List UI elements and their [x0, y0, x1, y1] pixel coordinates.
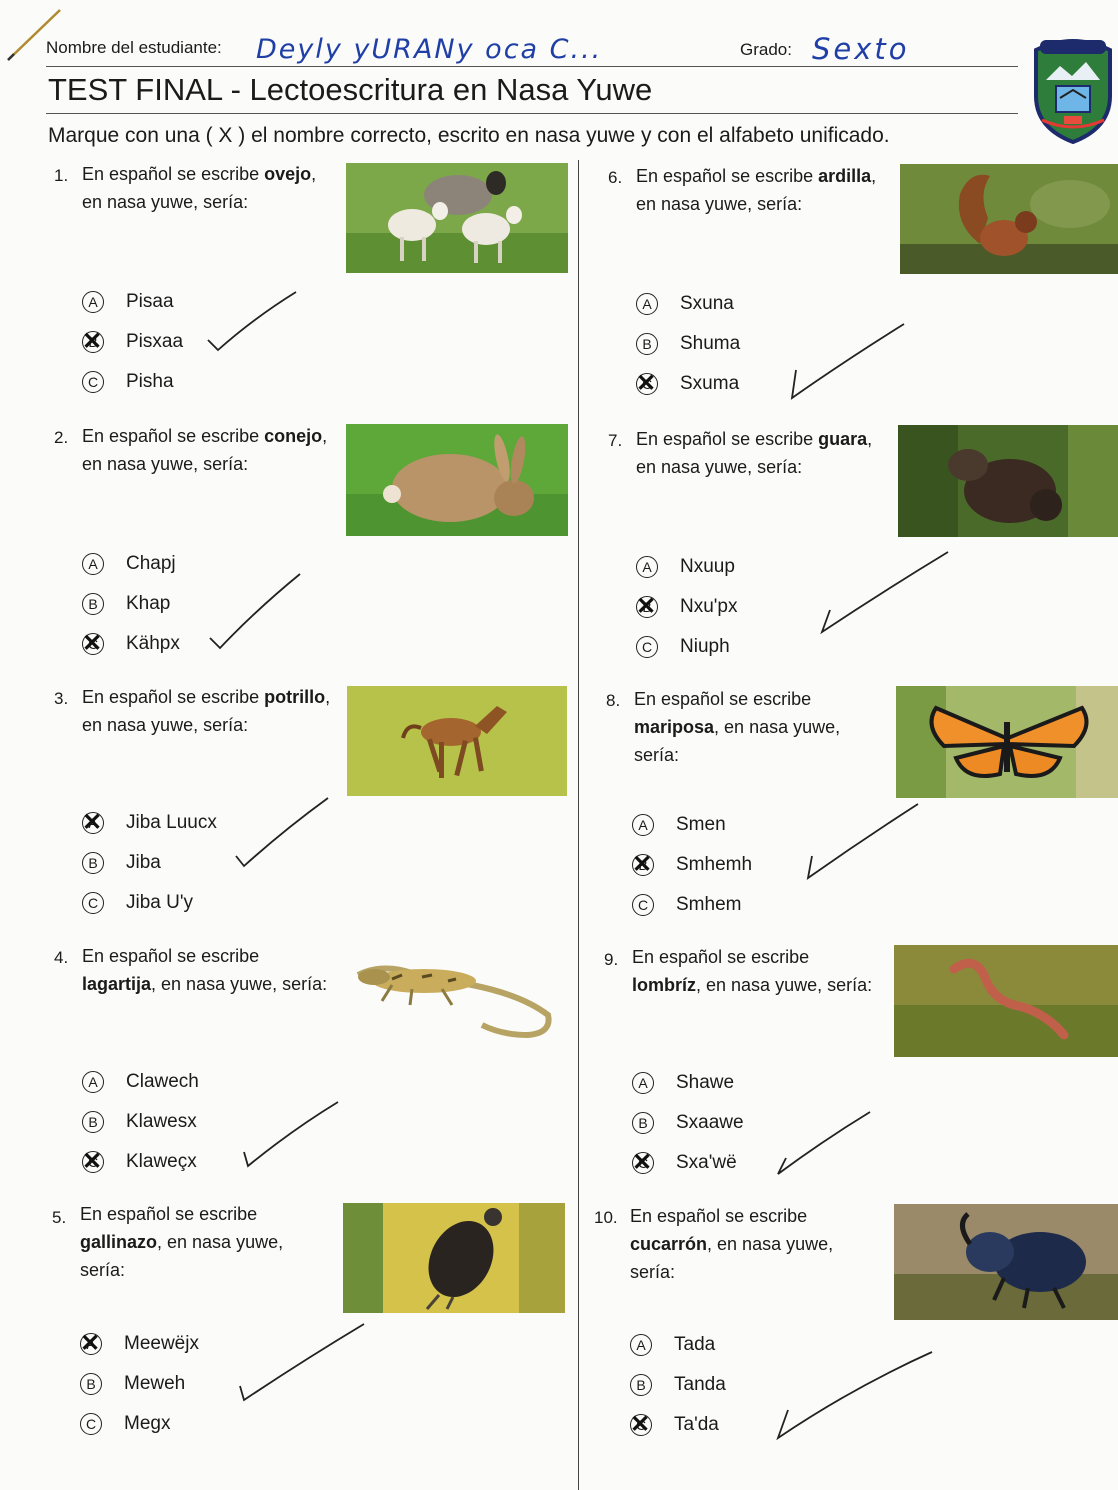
- checkmark-icon: [232, 794, 332, 870]
- question-5-option-a[interactable]: [80, 1330, 199, 1358]
- question-6-option-c[interactable]: [636, 370, 739, 398]
- option-label: Pisaa: [126, 291, 174, 312]
- option-b-bubble[interactable]: B: [82, 852, 104, 874]
- option-a-bubble[interactable]: A: [632, 814, 654, 836]
- option-c-bubble[interactable]: C: [80, 1413, 102, 1435]
- option-a-bubble[interactable]: A: [630, 1334, 652, 1356]
- question-2-option-c[interactable]: [82, 630, 180, 658]
- option-label: Smhem: [676, 894, 742, 915]
- checkmark-icon: [786, 320, 908, 402]
- option-b-bubble[interactable]: B ✕: [82, 331, 104, 353]
- option-c-bubble[interactable]: C: [636, 636, 658, 658]
- rabbit-photo: [346, 424, 568, 536]
- option-label: Shuma: [680, 333, 741, 354]
- question-6-number: 6.: [608, 168, 623, 187]
- option-label: Khap: [126, 593, 171, 614]
- question-6-text: En español se escribe ardilla, en nasa yuwe, sería:: [636, 166, 877, 214]
- option-label: Nxu'px: [680, 596, 738, 617]
- question-1-number: 1.: [54, 166, 69, 185]
- school-shield-logo: [1030, 36, 1116, 144]
- question-10-number: 10.: [594, 1208, 618, 1227]
- question-1-option-c[interactable]: [82, 368, 174, 396]
- option-label: Pisxaa: [126, 331, 184, 352]
- question-10-option-b[interactable]: [630, 1371, 726, 1399]
- worm-photo: [894, 945, 1118, 1057]
- option-c-bubble[interactable]: C ✕: [82, 633, 104, 655]
- option-b-bubble[interactable]: B: [80, 1373, 102, 1395]
- option-label: Shawe: [676, 1072, 735, 1093]
- sheep-photo: [346, 163, 568, 273]
- option-c-bubble[interactable]: C: [632, 894, 654, 916]
- option-a-bubble[interactable]: A: [82, 553, 104, 575]
- option-b-bubble[interactable]: B ✕: [636, 596, 658, 618]
- option-label: Pisha: [126, 371, 174, 392]
- option-label: Meewëjx: [124, 1333, 199, 1354]
- beetle-photo: [894, 1204, 1118, 1320]
- page-title: TEST FINAL - Lectoescritura en Nasa Yuwe: [48, 72, 653, 107]
- option-b-bubble[interactable]: B: [632, 1112, 654, 1134]
- title-underline: [46, 113, 1018, 114]
- question-8-option-b[interactable]: [632, 851, 752, 879]
- question-10-option-c[interactable]: [630, 1411, 719, 1439]
- option-b-bubble[interactable]: B: [630, 1374, 652, 1396]
- question-5-text: En español se escribe gallinazo, en nasa yuwe, sería:: [80, 1204, 284, 1280]
- question-7-number: 7.: [608, 431, 623, 450]
- option-label: Meweh: [124, 1373, 186, 1394]
- option-label: Klaweçx: [126, 1151, 197, 1172]
- butterfly-photo: [896, 686, 1118, 798]
- agouti-photo: [898, 425, 1118, 537]
- option-label: Sxa'wë: [676, 1152, 737, 1173]
- question-10-option-a[interactable]: [630, 1331, 715, 1359]
- question-9-text: En español se escribe lombríz, en nasa yuwe, sería:: [632, 947, 873, 995]
- question-9-option-c[interactable]: [632, 1149, 737, 1177]
- question-1-option-a[interactable]: [82, 288, 174, 316]
- question-4-text: En español se escribe lagartija, en nasa yuwe, sería:: [82, 946, 328, 994]
- question-2-text: En español se escribe conejo, en nasa yuwe, sería:: [82, 426, 328, 474]
- checkmark-icon: [234, 1320, 368, 1406]
- question-4-option-b[interactable]: [82, 1108, 197, 1136]
- student-name-label: Nombre del estudiante:: [46, 38, 222, 57]
- question-9-option-a[interactable]: [632, 1069, 734, 1097]
- checkmark-icon: [206, 570, 304, 652]
- option-label: Ta'da: [674, 1414, 719, 1435]
- checkmark-icon: [774, 1108, 874, 1178]
- question-1-text: En español se escribe ovejo, en nasa yuwe, sería:: [82, 164, 317, 212]
- option-b-bubble[interactable]: B: [82, 593, 104, 615]
- question-2-option-b[interactable]: [82, 590, 170, 618]
- option-c-bubble[interactable]: C ✕: [82, 1151, 104, 1173]
- option-label: Smen: [676, 814, 726, 835]
- question-7-option-a[interactable]: [636, 553, 735, 581]
- option-label: Megx: [124, 1413, 171, 1434]
- checkmark-icon: [204, 288, 300, 354]
- question-2-number: 2.: [54, 428, 69, 447]
- checkmark-icon: [818, 548, 952, 638]
- question-7-text: En español se escribe guara, en nasa yuwe, sería:: [636, 429, 873, 477]
- student-name-field[interactable]: Deyly yURANy oca C...: [256, 34, 603, 65]
- option-label: Sxaawe: [676, 1112, 744, 1133]
- option-label: Kähpx: [126, 633, 180, 654]
- option-label: Jiba U'y: [126, 892, 193, 913]
- option-label: Jiba: [126, 852, 161, 873]
- option-a-bubble[interactable]: A: [82, 1071, 104, 1093]
- grade-label: Grado:: [740, 40, 792, 59]
- question-9-number: 9.: [604, 950, 619, 969]
- option-label: Tanda: [674, 1374, 726, 1395]
- option-a-bubble[interactable]: A ✕: [80, 1333, 102, 1355]
- option-label: Smhemh: [676, 854, 753, 875]
- option-c-bubble[interactable]: C ✕: [630, 1414, 652, 1436]
- question-4-number: 4.: [54, 948, 69, 967]
- option-c-bubble[interactable]: C: [82, 371, 104, 393]
- option-a-bubble[interactable]: A: [636, 556, 658, 578]
- option-a-bubble[interactable]: A: [632, 1072, 654, 1094]
- foal-photo: [347, 686, 567, 796]
- question-3-text: En español se escribe potrillo, en nasa yuwe, sería:: [82, 687, 331, 735]
- checkmark-icon: [772, 1348, 936, 1444]
- question-8-option-c[interactable]: [632, 891, 741, 919]
- question-5-option-c[interactable]: [80, 1410, 170, 1438]
- option-label: Chapj: [126, 553, 176, 574]
- option-b-bubble[interactable]: B ✕: [632, 854, 654, 876]
- option-c-bubble[interactable]: C ✕: [632, 1152, 654, 1174]
- question-3-option-c[interactable]: [82, 889, 193, 917]
- name-underline: [46, 66, 1018, 67]
- checkmark-icon: [802, 800, 922, 882]
- option-c-bubble[interactable]: C: [82, 892, 104, 914]
- question-5-number: 5.: [52, 1208, 67, 1227]
- question-7-option-b[interactable]: [636, 593, 737, 621]
- question-6-option-a[interactable]: [636, 290, 734, 318]
- question-8-number: 8.: [606, 691, 621, 710]
- instructions-text: Marque con una ( X ) el nombre correcto, escrito en nasa yuwe y con el alfabeto unificado.: [48, 124, 890, 147]
- question-2-option-a[interactable]: [82, 550, 176, 578]
- vulture-photo: [343, 1203, 565, 1313]
- checkmark-icon: [240, 1098, 342, 1170]
- question-7-option-c[interactable]: [636, 633, 730, 661]
- option-label: Clawech: [126, 1071, 199, 1092]
- question-10-text: En español se escribe cucarrón, en nasa yuwe, sería:: [630, 1206, 834, 1282]
- option-a-bubble[interactable]: A: [82, 291, 104, 313]
- question-1-option-b[interactable]: [82, 328, 183, 356]
- option-label: Jiba Luucx: [126, 812, 217, 833]
- question-9-option-b[interactable]: [632, 1109, 744, 1137]
- option-label: Nxuup: [680, 556, 735, 577]
- option-label: Niuph: [680, 636, 730, 657]
- option-a-bubble[interactable]: A: [636, 293, 658, 315]
- question-4-option-c[interactable]: [82, 1148, 197, 1176]
- question-4-option-a[interactable]: [82, 1068, 199, 1096]
- lizard-photo: [352, 955, 558, 1045]
- column-divider: [578, 160, 579, 1490]
- option-label: Tada: [674, 1334, 716, 1355]
- grade-field[interactable]: Sexto: [812, 32, 910, 66]
- option-b-bubble[interactable]: B: [82, 1111, 104, 1133]
- question-5-option-b[interactable]: [80, 1370, 185, 1398]
- option-a-bubble[interactable]: A ✕: [82, 812, 104, 834]
- option-label: Klawesx: [126, 1111, 197, 1132]
- question-6-option-b[interactable]: [636, 330, 740, 358]
- option-label: Sxuna: [680, 293, 734, 314]
- option-c-bubble[interactable]: C ✕: [636, 373, 658, 395]
- question-3-number: 3.: [54, 689, 69, 708]
- question-3-option-b[interactable]: [82, 849, 161, 877]
- squirrel-photo: [900, 164, 1118, 274]
- question-8-option-a[interactable]: [632, 811, 726, 839]
- question-8-text: En español se escribe mariposa, en nasa yuwe, sería:: [634, 689, 841, 765]
- question-3-option-a[interactable]: [82, 809, 217, 837]
- option-b-bubble[interactable]: B: [636, 333, 658, 355]
- option-label: Sxuma: [680, 373, 740, 394]
